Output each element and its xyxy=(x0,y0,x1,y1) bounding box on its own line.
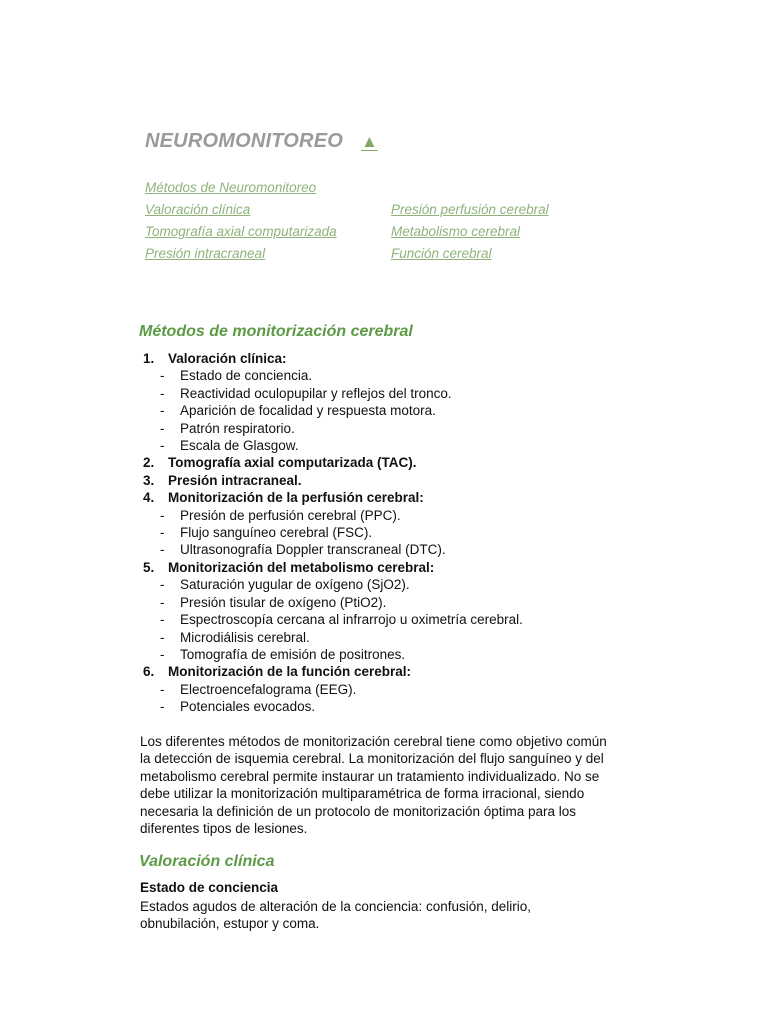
sub-list-item-text: Flujo sanguíneo cerebral (FSC). xyxy=(180,525,373,541)
sub-list-item xyxy=(141,507,701,524)
section-heading-valoracion: Valoración clínica xyxy=(139,853,275,870)
toc-link-metodos[interactable]: Métodos de Neuromonitoreo xyxy=(145,180,317,195)
sub-list-item-text: Saturación yugular de oxígeno (SjO2). xyxy=(180,577,410,593)
sub-list-item xyxy=(141,524,701,541)
dash-bullet: - xyxy=(160,681,165,697)
sub-list-item xyxy=(141,385,701,402)
methods-list xyxy=(141,350,701,716)
dash-bullet: - xyxy=(160,577,165,593)
dash-bullet: - xyxy=(160,699,165,715)
sub-list-item xyxy=(141,594,701,611)
list-item xyxy=(141,454,701,471)
sub-list-item xyxy=(141,541,701,558)
sub-list-item-text: Aparición de focalidad y respuesta motora. xyxy=(180,403,436,419)
dash-bullet: - xyxy=(160,385,165,401)
list-item-number: 2. xyxy=(143,455,155,471)
dash-bullet: - xyxy=(160,438,165,454)
sub-list-item-text: Reactividad oculopupilar y reflejos del tronco. xyxy=(180,385,452,401)
estado-conciencia-paragraph: Estados agudos de alteración de la conciencia: confusión, delirio, obnubilación, estupor y coma. xyxy=(140,899,531,932)
subheading-estado-conciencia: Estado de conciencia xyxy=(140,880,279,895)
sub-list-item xyxy=(141,367,701,384)
sub-list-item xyxy=(141,420,701,437)
list-item xyxy=(141,559,701,576)
sub-list-item-text: Electroencefalograma (EEG). xyxy=(180,681,357,697)
sub-list-item xyxy=(141,681,701,698)
toc-link-tomografia[interactable]: Tomografía axial computarizada xyxy=(145,224,337,239)
dash-bullet: - xyxy=(160,420,165,436)
toc-link-presion-perfusion[interactable]: Presión perfusión cerebral xyxy=(391,202,549,217)
dash-bullet: - xyxy=(160,646,165,662)
list-item-label: Presión intracraneal. xyxy=(168,472,302,488)
title-row xyxy=(145,130,378,153)
list-item-label: Monitorización del metabolismo cerebral: xyxy=(168,559,435,575)
list-item-label: Monitorización de la perfusión cerebral: xyxy=(168,490,424,506)
list-item-number: 4. xyxy=(143,490,155,506)
dash-bullet: - xyxy=(160,507,165,523)
dash-bullet: - xyxy=(160,612,165,628)
list-item-number: 3. xyxy=(143,472,155,488)
list-item-label: Valoración clínica: xyxy=(168,351,287,366)
sub-list-item-text: Patrón respiratorio. xyxy=(180,420,295,436)
dash-bullet: - xyxy=(160,525,165,541)
toc-link-metabolismo[interactable]: Metabolismo cerebral xyxy=(391,224,521,239)
list-item-label: Tomografía axial computarizada (TAC). xyxy=(168,455,417,471)
sub-list-item-text: Tomografía de emisión de positrones. xyxy=(180,646,406,662)
sub-list-item-text: Potenciales evocados. xyxy=(180,699,316,715)
sub-list-item-text: Presión de perfusión cerebral (PPC). xyxy=(180,507,401,523)
dash-bullet: - xyxy=(160,542,165,558)
sub-list-item-text: Estado de conciencia. xyxy=(180,368,313,384)
list-item xyxy=(141,350,701,367)
list-item-number: 1. xyxy=(143,351,155,366)
back-to-top-arrow-icon[interactable]: ▲ xyxy=(361,131,378,151)
sub-list-item-text: Escala de Glasgow. xyxy=(180,438,299,454)
toc-link-funcion[interactable]: Función cerebral xyxy=(391,246,492,261)
sub-list-item xyxy=(141,576,701,593)
list-item-label: Monitorización de la función cerebral: xyxy=(168,664,412,680)
sub-list-item xyxy=(141,646,701,663)
sub-list-item xyxy=(141,437,701,454)
sub-list-item xyxy=(141,698,701,715)
sub-list-item xyxy=(141,629,701,646)
sub-list-item-text: Ultrasonografía Doppler transcraneal (DTC). xyxy=(180,542,446,558)
sub-list-item-text: Espectroscopía cercana al infrarrojo u oximetría cerebral. xyxy=(180,612,523,628)
toc-link-valoracion-clinica[interactable]: Valoración clínica xyxy=(145,202,251,217)
list-item xyxy=(141,489,701,506)
list-item xyxy=(141,472,701,489)
dash-bullet: - xyxy=(160,594,165,610)
intro-paragraph: Los diferentes métodos de monitorización cerebral tiene como objetivo común la detección de isquemia cerebral. La monitorización del flujo sanguíneo y del metabolismo cerebral permite instaurar un tratamiento individualizado. No se debe utilizar la monitorización multiparamétrica de forma irracional, siendo necesaria la definición de un protocolo de monitorización óptima para los diferentes tipos de lesiones. xyxy=(140,734,607,837)
dash-bullet: - xyxy=(160,629,165,645)
sub-list-item-text: Microdiálisis cerebral. xyxy=(180,629,310,645)
sub-list-item-text: Presión tisular de oxígeno (PtiO2). xyxy=(180,594,387,610)
dash-bullet: - xyxy=(160,368,165,384)
toc-link-presion-intracraneal[interactable]: Presión intracraneal xyxy=(145,246,266,261)
sub-list-item xyxy=(141,402,701,419)
sub-list-item xyxy=(141,611,701,628)
list-item-number: 6. xyxy=(143,664,155,680)
page-title: NEUROMONITOREO xyxy=(145,130,343,152)
list-item-number: 5. xyxy=(143,559,155,575)
list-item xyxy=(141,663,701,680)
section-heading-metodos: Métodos de monitorización cerebral xyxy=(139,323,413,340)
dash-bullet: - xyxy=(160,403,165,419)
